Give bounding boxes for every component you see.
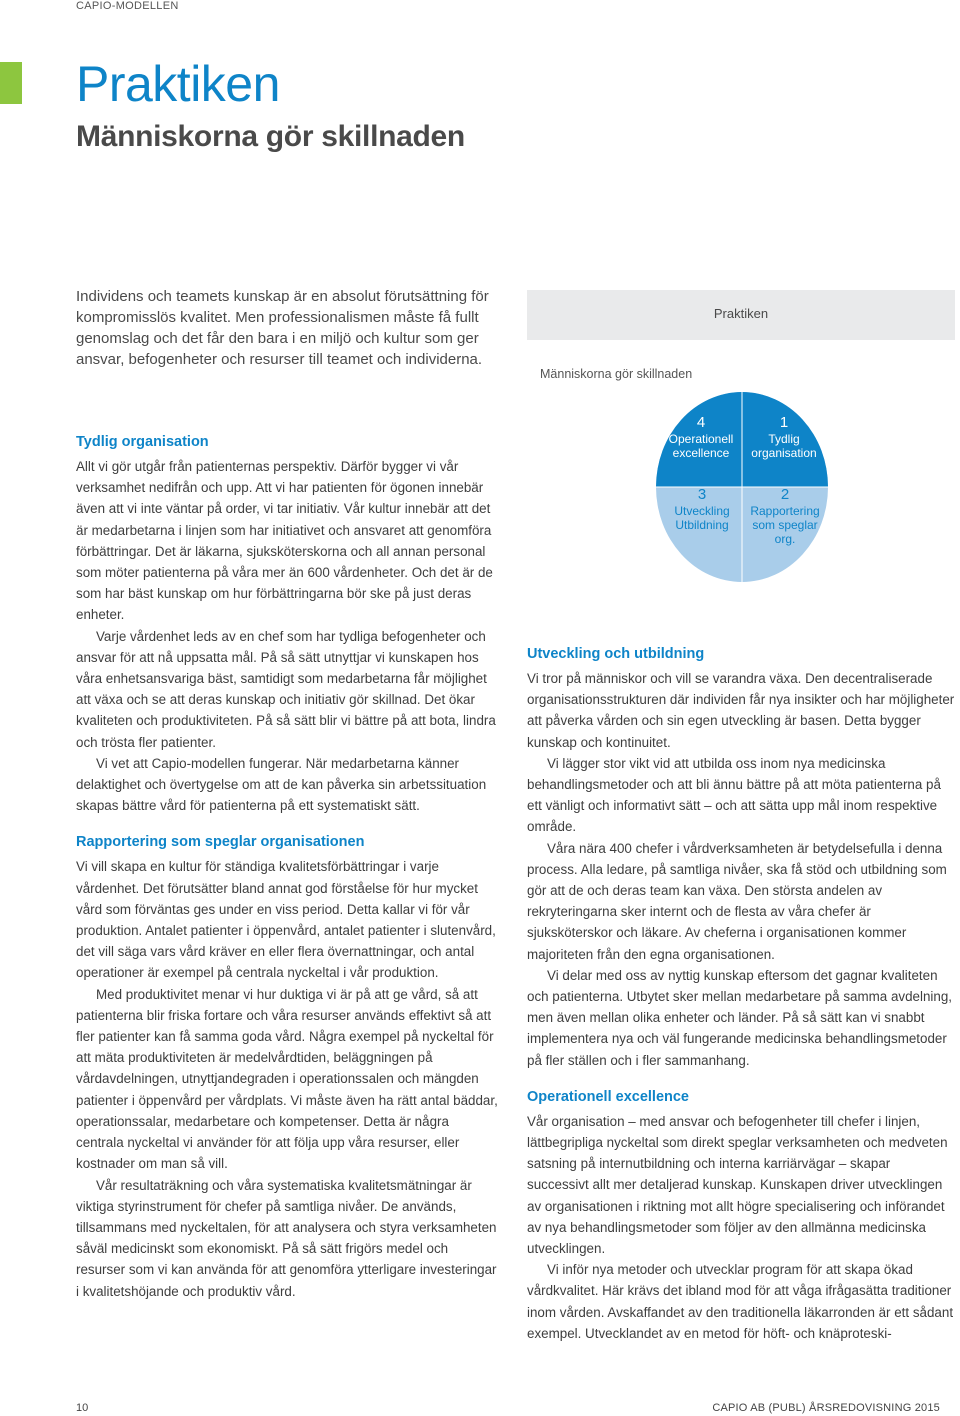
quadrant-3-number: 3	[697, 486, 707, 503]
quadrant-1-number: 1	[779, 414, 789, 431]
publication-name: CAPIO AB (PUBL) ÅRSREDOVISNING 2015	[712, 1402, 940, 1414]
heading-tydlig-organisation: Tydlig organisation	[76, 434, 209, 450]
intro-text: Individens och teamets kunskap är en absolut förutsättning för kompromisslös kvalitet. Men professionalismen måste få fullt genomslag och det får den bara i en miljö och kultur som ger ansvar, befogenheter och resurser till teamet och individerna.	[76, 288, 489, 368]
paragraph: Vi inför nya metoder och utvecklar program för att skapa ökad vårdkvalitet. Här krävs det ibland mod för att våga ifrågasätta traditioner inom vården. Avskaffandet av den traditionella läkarronden är ett sådant exempel. Utvecklandet av en metod för höft- och knäproteski-	[527, 1262, 954, 1341]
heading-rapportering: Rapportering som speglar organisationen	[76, 834, 365, 851]
page-number: 10	[76, 1402, 89, 1414]
heading-operationell-excellence: Operationell excellence	[527, 1088, 689, 1105]
left-column	[76, 432, 498, 1302]
paragraph: Vi delar med oss av nyttig kunskap eftersom det gagnar kvaliteten och patienterna. Utbytet sker mellan medarbetare på samma avdelning, men även mellan olika enheter och länder. På så sätt kan vi snabbt implementera nya och väl fungerande medicinska behandlingsmetoder på fler ställen och i fler sammanhang.	[527, 967, 953, 1068]
quadrant-diagram	[656, 392, 828, 582]
quadrant-3-text: Utveckling Utbildning	[674, 504, 730, 532]
paragraph: Vår resultaträkning och våra systematiska kvalitetsmätningar är viktiga styrinstrument för chefer på samtliga nivåer. De används, tillsammans med nyckeltalen, för att analysera och styra verksamheten såväl medicinskt som ekonomiskt. På så sätt frigörs medel och resurser som vi kan använda för att genomföra ytterligare investeringar i kvalitetshöjande och produktiv vård.	[76, 1177, 497, 1299]
page-title: Praktiken	[76, 56, 280, 112]
paragraph: Varje vårdenhet leds av en chef som har tydliga befogenheter och ansvar för att nå uppsatta mål. På så sätt utnyttjar vi kunskapen hos våra enhetsansvariga bäst, samtidigt som medarbetarna får möjlighet att växa och se att deras kunskap och initiativ gör skillnad. Det ökar kvaliteten och produktiviteten. På så sätt blir vi bättre på att bota, lindra och trösta fler patienter.	[76, 628, 496, 750]
quadrant-4-number: 4	[696, 414, 706, 431]
paragraph: Vi lägger stor vikt vid att utbilda oss inom nya medicinska behandlingsmetoder och att bli ännu bättre på att möta patienterna på ett vänligt och informativt sätt – och att sätta upp mål inom respektive område.	[527, 755, 941, 835]
paragraph: Vi vet att Capio-modellen fungerar. När medarbetarna känner delaktighet och övertygelse om att de kan påverka sin arbetssituation skapas bättre vård för patienterna på ett systematiskt sätt.	[76, 755, 487, 814]
paragraph: Vår organisation – med ansvar och befogenheter till chefer i linjen, lättbegripliga nyckeltal som direkt speglar verksamheten och medveten satsning på internutbildning och interna karriärvägar – skapar successivt allt mer detaljerad kunskap. Kunskapen driver utvecklingen av organisationen i riktning mot allt högre specialisering och införandet av nya behandlingsmetoder som följer av den allmänna medicinska utvecklingen.	[527, 1113, 948, 1257]
diagram-header	[527, 290, 955, 340]
quadrant-3-label	[664, 486, 740, 532]
diagram-subtitle: Människorna gör skillnaden	[540, 367, 693, 381]
quadrant-2-label	[746, 486, 824, 546]
section-label: CAPIO-MODELLEN	[76, 0, 179, 12]
paragraph: Med produktivitet menar vi hur duktiga vi är på att ge vård, så att patienterna blir friska fortare och våra resurser används effektivt så att fler patienter kan få samma goda vård. Några exempel på nyckeltal för att mäta produktiviteten är medelvårdtiden, beläggningen på vårdavdelningen, utnyttjandegraden i operationssalen och mängden patienter i öppenvård per vårdplats. Vi måste även ha rätt antal bäddar, operationssalar, medarbetare och kompetenser. Detta är några centrala nyckeltal vi använder för att följa upp våra resurser, eller kostnader om man så vill.	[76, 986, 498, 1172]
quadrant-2-number: 2	[780, 486, 790, 503]
paragraph: Våra nära 400 chefer i vårdverksamheten är betydelsefulla i denna process. Alla ledare, på samtliga nivåer, ska få stöd och utbildning som gör att de och deras team kan växa. Den största andelen av rekryteringarna sker internt och de flesta av våra chefer är sjuksköterskor och läkare. Av cheferna i organisationen kommer majoriteten från den egna organisationen.	[527, 840, 947, 962]
accent-block	[0, 62, 22, 104]
diagram-title: Praktiken	[713, 306, 769, 321]
page-subtitle: Människorna gör skillnaden	[76, 120, 465, 153]
heading-utveckling: Utveckling och utbildning	[527, 646, 705, 662]
paragraph: Vi tror på människor och vill se varandra växa. Den decentraliserade organisationsstrukturen där individen får nya insikter och har möjligheter att påverka vården och sin egen utveckling är basen. Detta bygger kunskap och kontinuitet.	[527, 671, 955, 750]
quadrant-1-label	[744, 414, 824, 460]
quadrant-2-text: Rapportering som speglar org.	[750, 504, 820, 546]
right-column	[527, 644, 955, 1344]
paragraph: Allt vi gör utgår från patienternas perspektiv. Därför bygger vi vår verksamhet nedifrån och upp. Att vi har patienten för ögonen innebär även att vi inte väntar på order, vi tar initiativ. Vår kultur innebär att det är medarbetarna i linjen som har initiativet och ansvaret att genomföra förbättringar. Det är läkarna, sjuksköterskorna och all annan personal som möter patienterna på våra mer än 600 vårdenheter. Och det är de som har bäst kunskap om hur förbättringarna bör ske på just deras enheter.	[76, 459, 493, 623]
quadrant-1-text: Tydlig organisation	[751, 432, 817, 460]
paragraph: Vi vill skapa en kultur för ständiga kvalitetsförbättringar i varje vårdenhet. Det förutsätter bland annat god förståelse för hur mycket vård som förväntas ges under en viss period. Detta kallar vi för vår produktion. Antalet patienter i öppenvård, antalet patienter i slutenvård, det vill säga vars vård kräver en eller flera övernattningar, och antal operationer är exempel på centrala nyckeltal i vår produktion.	[76, 859, 496, 981]
quadrant-4-text: Operationell excellence	[668, 432, 734, 460]
quadrant-4-label	[660, 414, 742, 460]
